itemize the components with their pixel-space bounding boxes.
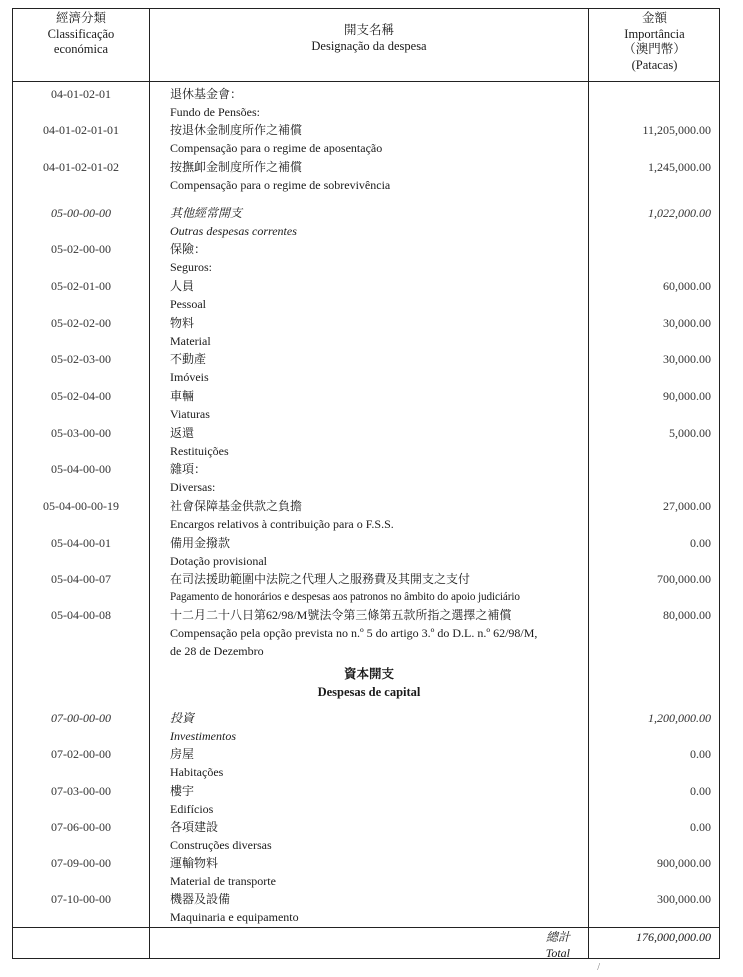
row-description (170, 314, 590, 350)
total-label-zh: 總計 (545, 930, 570, 944)
row-amount: 0.00 (690, 784, 711, 798)
row-description (170, 240, 590, 276)
row-description (170, 158, 590, 194)
row-description (170, 387, 590, 423)
section-heading (150, 665, 588, 701)
row-code: 07-10-00-00 (51, 892, 111, 906)
row-amount: 900,000.00 (657, 856, 711, 870)
header-text: económica (53, 42, 109, 56)
total-amount: 176,000,000.00 (636, 930, 711, 944)
row-label-zh: 返還 (170, 426, 195, 440)
row-label-pt: de 28 de Dezembro (170, 644, 264, 658)
row-label-zh: 備用金撥款 (170, 536, 231, 550)
section-title-pt: Despesas de capital (317, 685, 421, 699)
total-label (450, 929, 570, 961)
row-code: 05-04-00-00 (51, 462, 111, 476)
total-label-pt: Total (545, 946, 570, 960)
row-label-pt: Seguros: (170, 260, 212, 274)
row-code: 07-00-00-00 (51, 711, 111, 725)
row-code: 05-04-00-08 (51, 608, 111, 622)
row-label-zh: 在司法援助範圍中法院之代理人之服務費及其開支之支付 (170, 572, 471, 586)
row-description (170, 85, 590, 121)
row-label-zh: 退休基金會： (170, 87, 243, 101)
row-code: 05-02-01-00 (51, 279, 111, 293)
row-description (170, 424, 590, 460)
row-label-pt: Material de transporte (170, 874, 276, 888)
row-amount: 80,000.00 (663, 608, 711, 622)
row-label-zh: 樓宇 (170, 784, 195, 798)
row-label-pt: Restituições (170, 444, 229, 458)
row-amount: 300,000.00 (657, 892, 711, 906)
row-label-pt: Habitações (170, 765, 224, 779)
row-code: 05-02-02-00 (51, 316, 111, 330)
header-divider (13, 81, 719, 82)
row-label-zh: 物料 (170, 316, 195, 330)
row-label-zh: 按撫卹金制度所作之補償 (170, 160, 303, 174)
row-label-pt: Outras despesas correntes (170, 224, 297, 238)
total-divider (13, 927, 719, 928)
row-amount: 11,205,000.00 (642, 123, 711, 137)
header-designation (150, 23, 588, 54)
header-text: 經濟分類 (55, 11, 106, 25)
row-amount: 60,000.00 (663, 279, 711, 293)
row-label-zh: 雜項： (170, 462, 207, 476)
row-label-zh: 不動產 (170, 352, 207, 366)
row-amount: 27,000.00 (663, 499, 711, 513)
row-description (170, 818, 590, 854)
row-amount: 30,000.00 (663, 352, 711, 366)
row-amount: 5,000.00 (669, 426, 711, 440)
row-label-zh: 房屋 (170, 747, 195, 761)
header-classification (13, 11, 149, 58)
row-label-pt: Pagamento de honorários e despesas aos patronos no âmbito do apoio judiciário (170, 591, 520, 603)
row-amount: 700,000.00 (657, 572, 711, 586)
row-label-zh: 十二月二十八日第62/98/M號法令第三條第五款所指之選擇之補償 (170, 608, 512, 622)
header-text: Designação da despesa (311, 38, 427, 53)
row-label-pt: Construções diversas (170, 838, 272, 852)
row-label-pt: Viaturas (170, 407, 210, 421)
row-code: 05-03-00-00 (51, 426, 111, 440)
row-description (170, 204, 590, 240)
row-code: 07-09-00-00 (51, 856, 111, 870)
header-text: Importância (624, 26, 685, 41)
budget-table (12, 8, 720, 959)
row-code: 07-02-00-00 (51, 747, 111, 761)
row-label-pt: Edifícios (170, 802, 214, 816)
row-description (170, 782, 590, 818)
row-label-pt: Compensação para o regime de sobrevivência (170, 178, 391, 192)
row-code: 05-04-00-00-19 (43, 499, 119, 513)
row-description (170, 277, 590, 313)
row-label-zh: 按退休金制度所作之補償 (170, 123, 303, 137)
row-code: 04-01-02-01 (51, 87, 111, 101)
row-code: 05-00-00-00 (51, 206, 111, 220)
row-description (170, 497, 590, 533)
row-description (170, 350, 590, 386)
row-label-zh: 社會保障基金供款之負擔 (170, 499, 303, 513)
row-description (170, 460, 590, 496)
row-label-pt: Maquinaria e equipamento (170, 910, 299, 924)
row-code: 05-04-00-01 (51, 536, 111, 550)
row-code: 05-02-04-00 (51, 389, 111, 403)
row-description (170, 606, 590, 660)
row-label-zh: 保險： (170, 242, 207, 256)
row-label-zh: 運輸物料 (170, 856, 219, 870)
row-label-pt: Investimentos (170, 729, 236, 743)
row-label-pt: Compensação para o regime de aposentação (170, 141, 383, 155)
row-description (170, 570, 590, 606)
row-amount: 90,000.00 (663, 389, 711, 403)
section-title-zh: 資本開支 (343, 667, 394, 681)
row-amount: 0.00 (690, 747, 711, 761)
row-label-pt: Pessoal (170, 297, 206, 311)
row-amount: 0.00 (690, 536, 711, 550)
row-label-zh: 人員 (170, 279, 195, 293)
row-amount: 1,245,000.00 (648, 160, 711, 174)
row-description (170, 709, 590, 745)
header-text: （澳門幣） (623, 42, 686, 56)
row-label-zh: 投資 (170, 711, 195, 725)
row-label-pt: Material (170, 334, 211, 348)
column-divider (149, 9, 150, 958)
row-label-zh: 其他經常開支 (170, 206, 243, 220)
row-code: 07-06-00-00 (51, 820, 111, 834)
row-label-zh: 車輛 (170, 389, 195, 403)
row-code: 04-01-02-01-02 (43, 160, 119, 174)
row-code: 05-04-00-07 (51, 572, 111, 586)
row-description (170, 854, 590, 890)
header-text: (Patacas) (631, 57, 678, 72)
header-text: 開支名稱 (343, 23, 394, 37)
header-text: Classificação (47, 26, 115, 41)
row-label-pt: Compensação pela opção prevista no n.º 5 do artigo 3.º do D.L. n.º 62/98/M, (170, 626, 538, 640)
row-description (170, 121, 590, 157)
row-description (170, 745, 590, 781)
row-amount: 1,022,000.00 (648, 206, 711, 220)
row-description (170, 890, 590, 926)
row-label-pt: Dotação provisional (170, 554, 267, 568)
row-amount: 30,000.00 (663, 316, 711, 330)
row-label-zh: 各項建設 (170, 820, 219, 834)
header-amount (589, 11, 720, 73)
header-text: 金額 (641, 11, 667, 25)
row-code: 07-03-00-00 (51, 784, 111, 798)
row-code: 05-02-00-00 (51, 242, 111, 256)
row-code: 05-02-03-00 (51, 352, 111, 366)
row-code: 04-01-02-01-01 (43, 123, 119, 137)
row-label-pt: Encargos relativos à contribuição para o F.S.S. (170, 517, 394, 531)
row-amount: 0.00 (690, 820, 711, 834)
row-label-pt: Diversas: (170, 480, 216, 494)
row-description (170, 534, 590, 570)
row-label-pt: Imóveis (170, 370, 209, 384)
row-label-pt: Fundo de Pensões: (170, 105, 260, 119)
row-label-zh: 機器及設備 (170, 892, 231, 906)
row-amount: 1,200,000.00 (648, 711, 711, 725)
page-mark: / (597, 962, 600, 973)
